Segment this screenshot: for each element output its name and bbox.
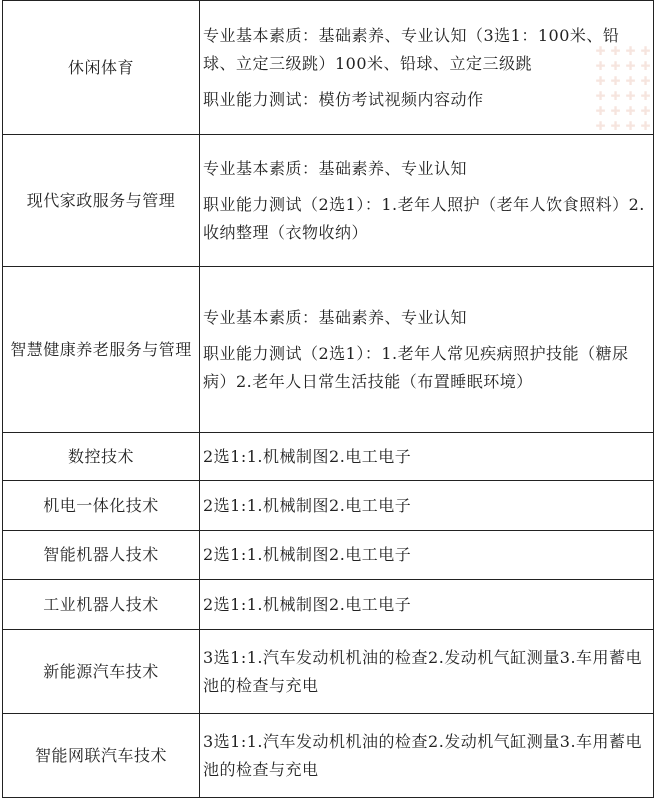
requirements-cell: [200, 630, 654, 714]
plus-icon: ✚: [640, 74, 651, 88]
plus-icon: ✚: [625, 89, 636, 103]
requirement-line: 专业基本素质：基础素养、专业认知: [203, 158, 468, 178]
requirements-cell: [200, 433, 654, 481]
requirements-cell: [200, 531, 654, 580]
plus-icon: ✚: [610, 104, 621, 118]
table-row: [3, 531, 654, 580]
requirement-line: 2选1:1.机械制图2.电工电子: [203, 495, 412, 515]
major-name-cell: 现代家政服务与管理: [3, 135, 200, 267]
requirement-line: 职业能力测试（2选1）：1.老年人照护（老年人饮食照料）2.收纳整理（衣物收纳）: [203, 194, 645, 242]
plus-icon: ✚: [640, 104, 651, 118]
plus-icon: ✚: [595, 119, 606, 133]
plus-icon: ✚: [595, 59, 606, 73]
plus-icon: ✚: [595, 74, 606, 88]
plus-icon: ✚: [610, 119, 621, 133]
plus-icon: ✚: [625, 119, 636, 133]
requirement-line: 2选1:1.机械制图2.电工电子: [203, 446, 412, 466]
table-row: [3, 714, 654, 798]
major-name-cell: 机电一体化技术: [3, 481, 200, 531]
major-name-cell: 智慧健康养老服务与管理: [3, 267, 200, 433]
plus-icon: ✚: [640, 89, 651, 103]
plus-icon: ✚: [610, 44, 621, 58]
table-row: [3, 433, 654, 481]
major-name-cell: 智能机器人技术: [3, 531, 200, 580]
requirement-line: 2选1:1.机械制图2.电工电子: [203, 594, 412, 614]
plus-icon: ✚: [595, 104, 606, 118]
plus-icon: ✚: [625, 104, 636, 118]
requirement-line: 3选1:1.汽车发动机机油的检查2.发动机气缸测量3.车用蓄电池的检查与充电: [203, 731, 643, 779]
plus-icon: ✚: [625, 44, 636, 58]
table-row: [3, 267, 654, 433]
requirement-line: 职业能力测试（2选1）：1.老年人常见疾病照护技能（糖尿病）2.老年人日常生活技能（布置睡眠环境）: [203, 343, 629, 391]
table-row: [3, 580, 654, 630]
requirement-line: 专业基本素质：基础素养、专业认知: [203, 307, 468, 327]
requirements-cell: [200, 714, 654, 798]
requirement-line: 专业基本素质：基础素养、专业认知（3选1：100米、铅球、立定三级跳）100米、铅球、立定三级跳: [203, 25, 620, 73]
requirement-line: 职业能力测试：模仿考试视频内容动作: [203, 89, 484, 109]
plus-icon: ✚: [640, 119, 651, 133]
major-name-cell: 工业机器人技术: [3, 580, 200, 630]
plus-icon: ✚: [595, 89, 606, 103]
plus-icon: ✚: [625, 74, 636, 88]
major-name-cell: 数控技术: [3, 433, 200, 481]
requirement-line: 2选1:1.机械制图2.电工电子: [203, 545, 412, 564]
requirements-cell: [200, 1, 654, 135]
requirement-line: 3选1:1.汽车发动机机油的检查2.发动机气缸测量3.车用蓄电池的检查与充电: [203, 647, 643, 695]
requirements-cell: [200, 580, 654, 630]
plus-icon: ✚: [610, 59, 621, 73]
table-row: [3, 135, 654, 267]
table-row: [3, 1, 654, 135]
table-row: [3, 481, 654, 531]
requirements-cell: [200, 481, 654, 531]
plus-icon: ✚: [640, 59, 651, 73]
exam-content-table: [2, 0, 654, 798]
major-name-cell: 休闲体育: [3, 1, 200, 135]
requirements-cell: [200, 267, 654, 433]
requirements-cell: [200, 135, 654, 267]
plus-icon: ✚: [610, 89, 621, 103]
table-row: [3, 630, 654, 714]
plus-icon: ✚: [625, 59, 636, 73]
plus-icon: ✚: [610, 74, 621, 88]
major-name-cell: 新能源汽车技术: [3, 630, 200, 714]
plus-icon: ✚: [595, 44, 606, 58]
major-name-cell: 智能网联汽车技术: [3, 714, 200, 798]
plus-icon: ✚: [640, 44, 651, 58]
